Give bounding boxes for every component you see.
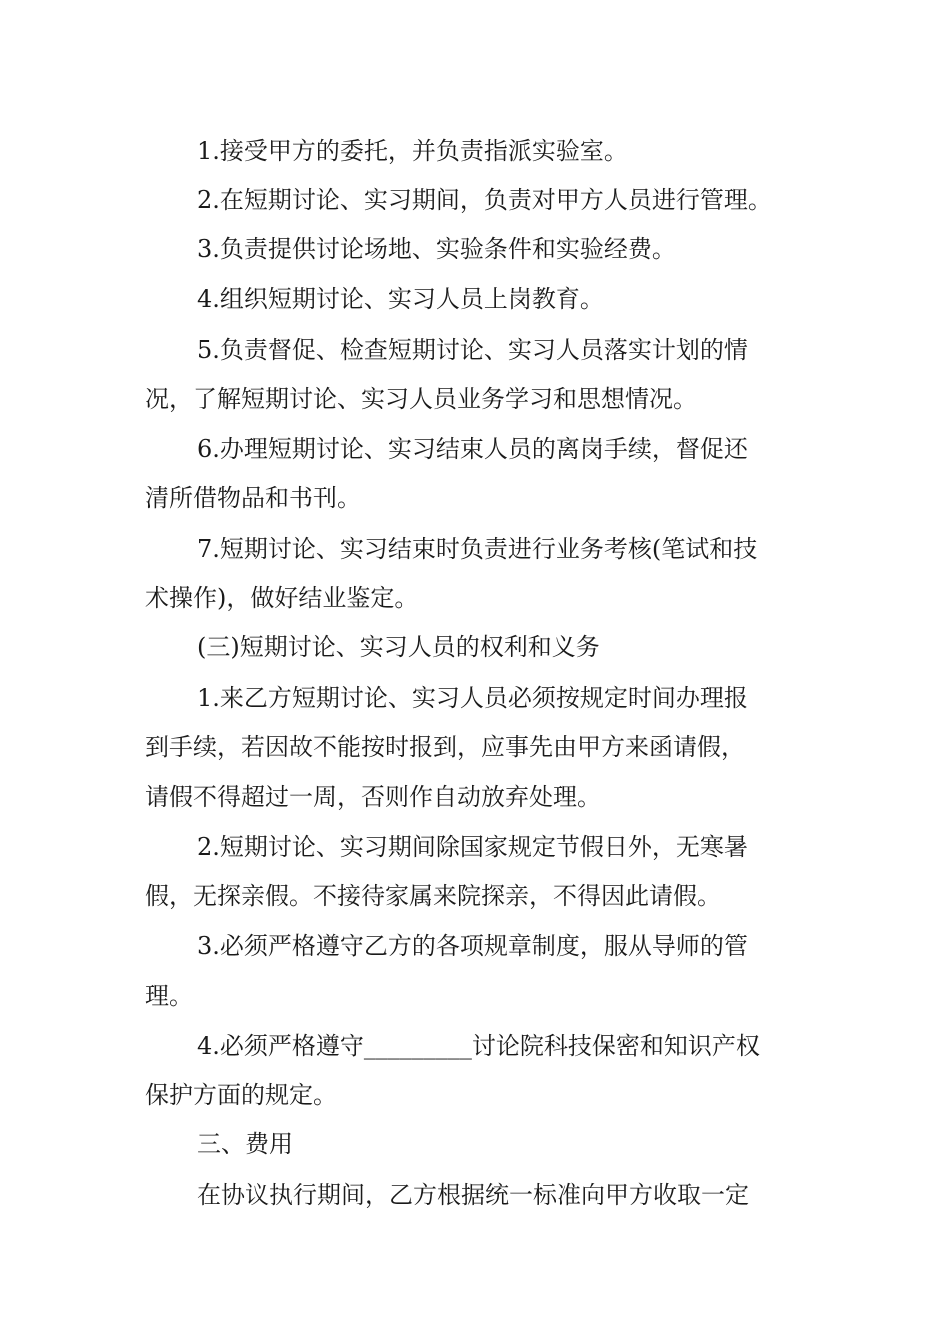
section-heading: (三)短期讨论、实习人员的权利和义务 [197,633,600,661]
text-line: 理。 [145,982,193,1010]
text-line: 清所借物品和书刊。 [145,484,361,512]
text-line: 到手续，若因故不能按时报到，应事先由甲方来函请假， [145,733,745,761]
text-line: 请假不得超过一周，否则作自动放弃处理。 [145,783,601,811]
text-line: 7.短期讨论、实习结束时负责进行业务考核(笔试和技 [197,535,758,563]
text-line: 2.短期讨论、实习期间除国家规定节假日外，无寒暑 [197,833,748,861]
text-line: 6.办理短期讨论、实习结束人员的离岗手续，督促还 [197,435,748,463]
text-line: 4.必须严格遵守_________讨论院科技保密和知识产权 [197,1032,760,1060]
text-line: 3.负责提供讨论场地、实验条件和实验经费。 [197,235,676,263]
text-line: 1.来乙方短期讨论、实习人员必须按规定时间办理报 [197,684,748,712]
text-line: 5.负责督促、检查短期讨论、实习人员落实计划的情 [197,336,748,364]
text-line: 1.接受甲方的委托，并负责指派实验室。 [197,137,628,165]
text-line: 假，无探亲假。不接待家属来院探亲，不得因此请假。 [145,882,721,910]
text-line: 3.必须严格遵守乙方的各项规章制度，服从导师的管 [197,932,748,960]
text-line: 保护方面的规定。 [145,1081,337,1109]
text-line: 在协议执行期间，乙方根据统一标准向甲方收取一定 [197,1181,749,1209]
text-line: 4.组织短期讨论、实习人员上岗教育。 [197,285,604,313]
text-line: 术操作)，做好结业鉴定。 [145,584,419,612]
text-line: 况，了解短期讨论、实习人员业务学习和思想情况。 [145,385,697,413]
text-line: 2.在短期讨论、实习期间，负责对甲方人员进行管理。 [197,186,772,214]
section-heading: 三、费用 [197,1130,293,1158]
